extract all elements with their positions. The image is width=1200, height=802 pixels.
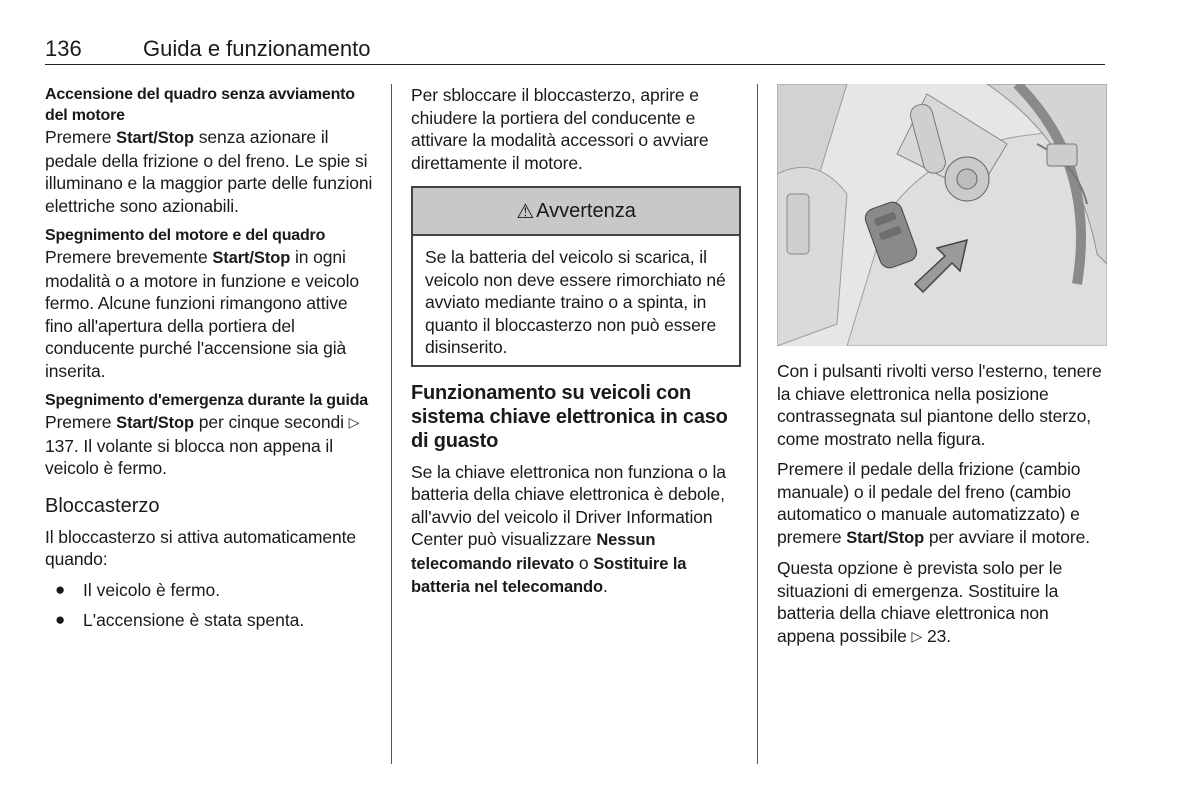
warning-title: Avvertenza xyxy=(536,199,636,222)
page-number: 136 xyxy=(45,36,82,61)
warning-triangle-icon: ⚠ xyxy=(516,200,535,223)
paragraph-bloccasterzo-intro: Il bloccasterzo si attiva automaticamente quando: xyxy=(45,526,357,569)
paragraph-electronic-key-failure: Se la chiave elettronica non funziona o la batteria della chiave elettronica è debole, all'avvio del veicolo il Driver Information Center può visualizzare Nessun telecomando rilevato o Sostituire la batteria nel telecomando. xyxy=(411,461,726,596)
list-item: ● Il veicolo è fermo. xyxy=(55,579,221,600)
column-divider xyxy=(391,84,392,764)
paragraph-emergency-option: Questa opzione è prevista solo per le situazioni di emergenza. Sostituire la batteria della chiave elettronica non appena possibile ▷ 23. xyxy=(777,558,1063,646)
page-ref-link[interactable]: 137 xyxy=(45,435,74,456)
subheading-ignition-no-start: Accensione del quadro senza avviamento del motore xyxy=(45,86,355,124)
warning-text: Se la batteria del veicolo si scarica, il veicolo non deve essere rimorchiato né avviato mediante traino o a spinta, in quanto il bloccasterzo non può essere disinserito. xyxy=(425,247,726,357)
column-1 xyxy=(45,84,375,640)
column-3 xyxy=(777,84,1107,656)
paragraph-ignition-no-start: Premere Start/Stop senza azionare il pedale della frizione o del freno. Le spie si illuminano e la maggior parte delle funzioni elettriche sono azionabili. xyxy=(45,127,373,216)
paragraph-emergency-off: Premere Start/Stop per cinque secondi ▷ 137. Il volante si blocca non appena il veicolo è fermo. xyxy=(45,412,360,478)
bullet-list xyxy=(45,579,375,632)
subheading-emergency-off: Spegnimento d'emergenza durante la guida xyxy=(45,392,368,409)
bullet-icon: ● xyxy=(55,579,66,599)
page-ref-arrow-icon: ▷ xyxy=(348,414,360,430)
page-ref-arrow-icon: ▷ xyxy=(911,627,923,644)
list-item: ● L'accensione è stata spenta. xyxy=(55,610,305,630)
paragraph-hold-key: Con i pulsanti rivolti verso l'esterno, tenere la chiave elettronica nella posizione contrassegnata sul piantone dello sterzo, come mostrato nella figura. xyxy=(777,361,1102,449)
heading-electronic-key-failure: Funzionamento su veicoli con sistema chiave elettronica in caso di guasto xyxy=(411,381,728,452)
page-header xyxy=(45,36,1105,65)
paragraph-press-pedal: Premere il pedale della frizione (cambio manuale) o il pedale del freno (cambio automatico o manuale automatizzato) e premere Start/Stop per avviare il motore. xyxy=(777,459,1091,547)
heading-bloccasterzo: Bloccasterzo xyxy=(45,494,160,517)
warning-box xyxy=(411,186,741,367)
warning-header xyxy=(413,188,739,236)
chapter-title: Guida e funzionamento xyxy=(143,36,371,61)
paragraph-unlock-steering: Per sbloccare il bloccasterzo, aprire e chiudere la portiera del conducente e attivare la modalità accessori o avviare direttamente il motore. xyxy=(411,85,709,173)
bullet-icon: ● xyxy=(55,610,66,629)
column-2 xyxy=(411,84,741,607)
warning-body xyxy=(413,236,739,365)
subheading-engine-off: Spegnimento del motore e del quadro xyxy=(45,227,326,244)
steering-column-key-illustration xyxy=(777,84,1107,346)
page-ref-link[interactable]: 23 xyxy=(926,625,947,646)
column-divider xyxy=(757,84,758,764)
paragraph-engine-off: Premere brevemente Start/Stop in ogni modalità o a motore in funzione e veicolo fermo. Alcune funzioni rimangono attive fino all'apertura della portiera del conducente purché l'accensione sia già inserita. xyxy=(45,247,360,381)
